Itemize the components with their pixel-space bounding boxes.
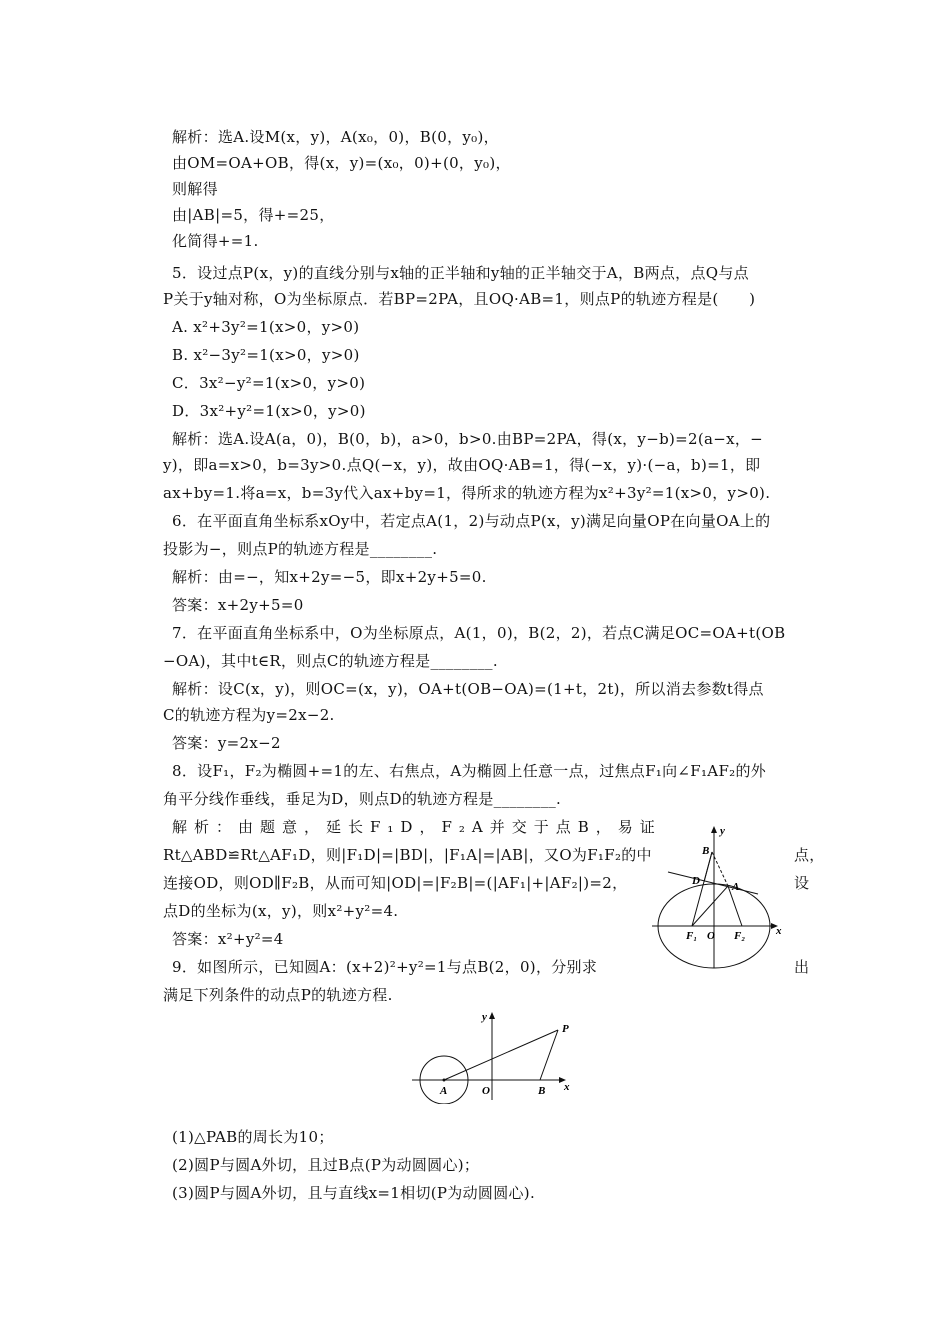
fig1-label-o: O — [707, 930, 715, 942]
fig2-label-x: x — [564, 1081, 570, 1093]
fig2-label-b: B — [538, 1085, 546, 1097]
line-1: 解析：选A.设M(x，y)，A(x₀，0)，B(0，y₀)， — [172, 128, 499, 146]
fig1-label-x: x — [776, 925, 782, 937]
q6-answer: 答案：x+2y+5=0 — [172, 596, 304, 614]
q8-line-1: 8．设F₁，F₂为椭圆+=1的左、右焦点，A为椭圆上任意一点，过焦点F₁向∠F₁AF₂的外 — [172, 762, 767, 780]
q5-line-2: P关于y轴对称，O为坐标原点．若BP=2PA，且OQ·AB=1，则点P的轨迹方程是( ) — [163, 290, 756, 308]
q6-line-2: 投影为−，则点P的轨迹方程是________. — [163, 540, 438, 558]
q9-part-3: (3)圆P与圆A外切，且与直线x=1相切(P为动圆圆心). — [172, 1184, 536, 1202]
line-4: 由|AB|=5，得+=25， — [172, 206, 335, 224]
fig1-label-d: D — [692, 875, 700, 887]
fig1-label-f2: F₂ — [734, 930, 746, 942]
q7-answer: 答案：y=2x−2 — [172, 734, 281, 752]
circle-figure — [410, 1008, 582, 1104]
line-2: 由OM=OA+OB，得(x，y)=(x₀，0)+(0，y₀)， — [172, 154, 511, 172]
fig2-label-y: y — [482, 1011, 487, 1023]
q7-line-1: 7．在平面直角坐标系中，O为坐标原点，A(1，0)，B(2，2)，若点C满足OC=OA+t(OB — [172, 624, 786, 642]
line-3: 则解得 — [172, 180, 218, 198]
q8-line-2: 角平分线作垂线，垂足为D，则点D的轨迹方程是________. — [163, 790, 562, 808]
q5-analysis-3: ax+by=1.将a=x，b=3y代入ax+by=1，得所求的轨迹方程为x²+3y²=1(x>0，y>0). — [163, 484, 771, 502]
fig1-label-y: y — [720, 825, 725, 837]
line-5: 化简得+=1. — [172, 232, 259, 250]
ellipse-figure — [648, 822, 788, 974]
side-word-2: 设 — [794, 874, 810, 892]
fig2-label-p: P — [562, 1023, 569, 1035]
side-word-3: 出 — [794, 958, 810, 976]
q6-line-1: 6．在平面直角坐标系xOy中，若定点A(1，2)与动点P(x，y)满足向量OP在向量OA上的 — [172, 512, 771, 530]
q7-analysis-2: C的轨迹方程为y=2x−2. — [163, 706, 335, 724]
q9-line-1: 9．如图所示，已知圆A：(x+2)²+y²=1与点B(2，0)，分别求 — [172, 958, 598, 976]
q7-analysis-1: 解析：设C(x，y)，则OC=(x，y)，OA+t(OB−OA)=(1+t，2t)，所以消去参数t得点 — [172, 680, 764, 698]
side-word-1: 点， — [794, 846, 825, 864]
q5-line-1: 5．设过点P(x，y)的直线分别与x轴的正半轴和y轴的正半轴交于A，B两点，点Q与点 — [172, 264, 749, 282]
q5-analysis-1: 解析：选A.设A(a，0)，B(0，b)，a>0，b>0.由BP=2PA，得(x，y−b)=2(a−x，− — [172, 430, 764, 448]
q8-analysis-2: Rt△ABD≌Rt△AF₁D，则|F₁D|=|BD|，|F₁A|=|AB|，又O为F₁F₂的中 — [163, 846, 652, 864]
q9-part-2: (2)圆P与圆A外切，且过B点(P为动圆圆心)； — [172, 1156, 480, 1174]
fig1-label-a: A — [732, 881, 740, 893]
fig2-label-a: A — [440, 1085, 448, 1097]
q7-line-2: −OA)，其中t∈R，则点C的轨迹方程是________. — [163, 652, 498, 670]
q9-line-2: 满足下列条件的动点P的轨迹方程. — [163, 986, 393, 1004]
fig2-label-o: O — [482, 1085, 490, 1097]
q9-part-1: (1)△PAB的周长为10； — [172, 1128, 334, 1146]
q5-analysis-2: y)，即a=x>0，b=3y>0.点Q(−x，y)，故由OQ·AB=1，得(−x，y)·(−a，b)=1，即 — [163, 456, 761, 474]
q5-option-c: C．3x²−y²=1(x>0，y>0) — [172, 374, 366, 392]
q5-option-b: B. x²−3y²=1(x>0，y>0) — [172, 346, 360, 364]
q8-analysis-3: 连接OD，则OD∥F₂B，从而可知|OD|=|F₂B|=(|AF₁|+|AF₂|)=2， — [163, 874, 628, 892]
q8-answer: 答案：x²+y²=4 — [172, 930, 284, 948]
q5-option-d: D．3x²+y²=1(x>0，y>0) — [172, 402, 366, 420]
q8-analysis-4: 点D的坐标为(x，y)，则x²+y²=4. — [163, 902, 399, 920]
fig1-label-f1: F₁ — [686, 930, 698, 942]
fig1-label-b: B — [702, 845, 710, 857]
q8-analysis-1: 解析：由题意，延长F₁D，F₂A并交于点B，易证 — [172, 818, 662, 836]
q6-analysis: 解析：由=−，知x+2y=−5，即x+2y+5=0. — [172, 568, 487, 586]
q5-option-a: A. x²+3y²=1(x>0，y>0) — [172, 318, 360, 336]
